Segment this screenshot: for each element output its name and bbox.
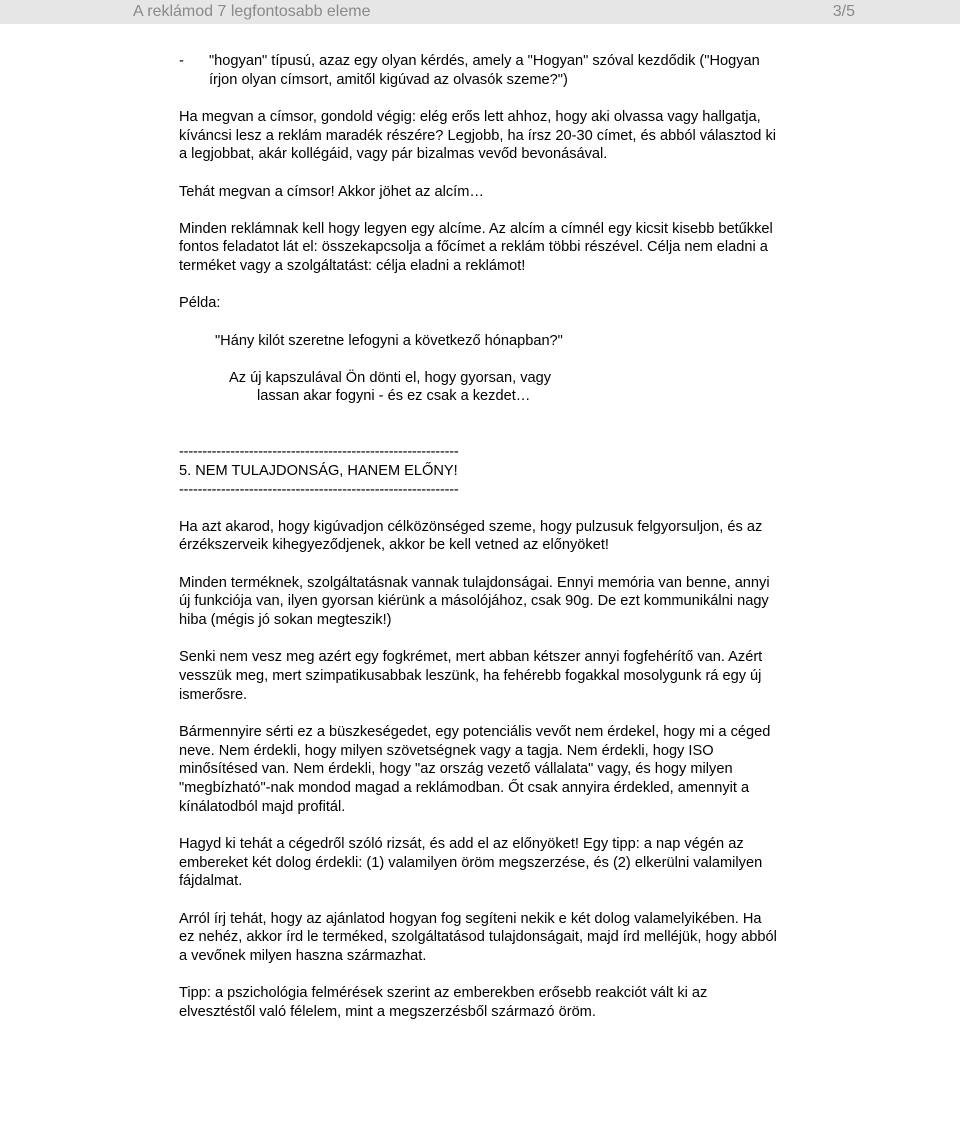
paragraph-features: Minden terméknek, szolgáltatásnak vannak tulajdonságai. Ennyi memória van benne, annyi új funkciója van, ilyen gyorsan kiérünk a másolójához, csak 90g. De ezt kommunikálni nagy hiba (mégis jó sokan megteszik!) [179,574,770,629]
document-title: A reklámod 7 legfontosabb eleme [133,3,371,20]
paragraph-toothpaste: Senki nem vesz meg azért egy fogkrémet, mert abban kétszer annyi fogfehérítő van. Azért vesszük meg, mert szimpatikusabbak leszünk, ha fehérebb fogakkal mosolygunk rá egy új ismerősre. [179,649,763,703]
example-label: Példa: [179,295,221,312]
document-body [179,52,779,1022]
paragraph-buyer-interest: Bármennyire sérti ez a büszkeségedet, egy potenciális vevőt nem érdekel, hogy mi a céged neve. Nem érdekli, hogy milyen szövetségnek vagy a tagja. Nem érdekli, hogy ISO minősítésed van. Nem érdekli, hogy "az ország vezető vállalata" vagy, és hogy milyen "megbízható"-nak mondod magad a reklámodban. Őt csak annyira érdekled, amennyit a kínálatodból majd profitál. [179,723,771,815]
paragraph-headline-check: Ha megvan a címsor, gondold végig: elég erős lett ahhoz, hogy aki olvassa vagy hallgatja, kíváncsi lesz a reklám maradék részére? Legjobb, ha írsz 20-30 címet, és abból választod ki a legjobbat, akár kollégáid, vagy pár bizalmas vevőd bevonásával. [179,108,777,163]
section-heading: 5. NEM TULAJDONSÁG, HANEM ELŐNY! [179,462,458,479]
paragraph-tip: Tipp: a pszichológia felmérések szerint az emberekben erősebb reakciót vált ki az elvesztéstől való félelem, mint a megszerzésből származó öröm. [179,985,708,1020]
example-answer [179,369,779,406]
example-question: "Hány kilót szeretne lefogyni a következő hónapban?" [215,332,563,349]
page-header [0,0,960,24]
bullet-dash: - [179,53,184,69]
example-answer-line2: lassan akar fogyni - és ez csak a kezdet… [257,388,531,405]
paragraph-subtitle-explain: Minden reklámnak kell hogy legyen egy alcíme. Az alcím a címnél egy kicsit kisebb betűkkel fontos feladatot lát el: összekapcsolja a főcímet a reklám többi részével. Célja nem eladni a terméket vagy a szolgáltatást: célja eladni a reklámot! [179,220,773,275]
paragraph-write-benefits: Arról írj tehát, hogy az ajánlatod hogyan fog segíteni nekik e két dolog valamelyikében. Ha ez nehéz, akkor írd le terméked, szolgáltatásod tulajdonságait, majd írd melléjük, hogy abból a vevőnek milyen haszna származhat. [179,910,777,964]
paragraph-benefits-intro: Ha azt akarod, hogy kigúvadjon célközönséged szeme, hogy pulzusuk felgyorsuljon, és az érzékszerveik kihegyeződjenek, akkor be kell vetned az előnyöket! [179,518,763,554]
divider-bottom: ------------------------------------------------------------ [179,481,459,498]
bullet-text: "hogyan" típusú, azaz egy olyan kérdés, amely a "Hogyan" szóval kezdődik ("Hogyan írjon olyan címsort, amitől kigúvad az olvasók szeme?") [209,53,760,88]
divider-top: ------------------------------------------------------------ [179,444,459,461]
example-answer-line1: Az új kapszulával Ön dönti el, hogy gyorsan, vagy [229,369,552,386]
bullet-item [179,52,779,89]
paragraph-pleasure-pain: Hagyd ki tehát a cégedről szóló rizsát, és add el az előnyöket! Egy tipp: a nap végén az embereket két dolog érdekli: (1) valamilyen öröm megszerzése, és (2) elkerülni valamilyen fájdalmat. [179,835,763,890]
page-number: 3/5 [832,3,855,20]
paragraph-subtitle-intro: Tehát megvan a címsor! Akkor jöhet az alcím… [179,183,484,200]
